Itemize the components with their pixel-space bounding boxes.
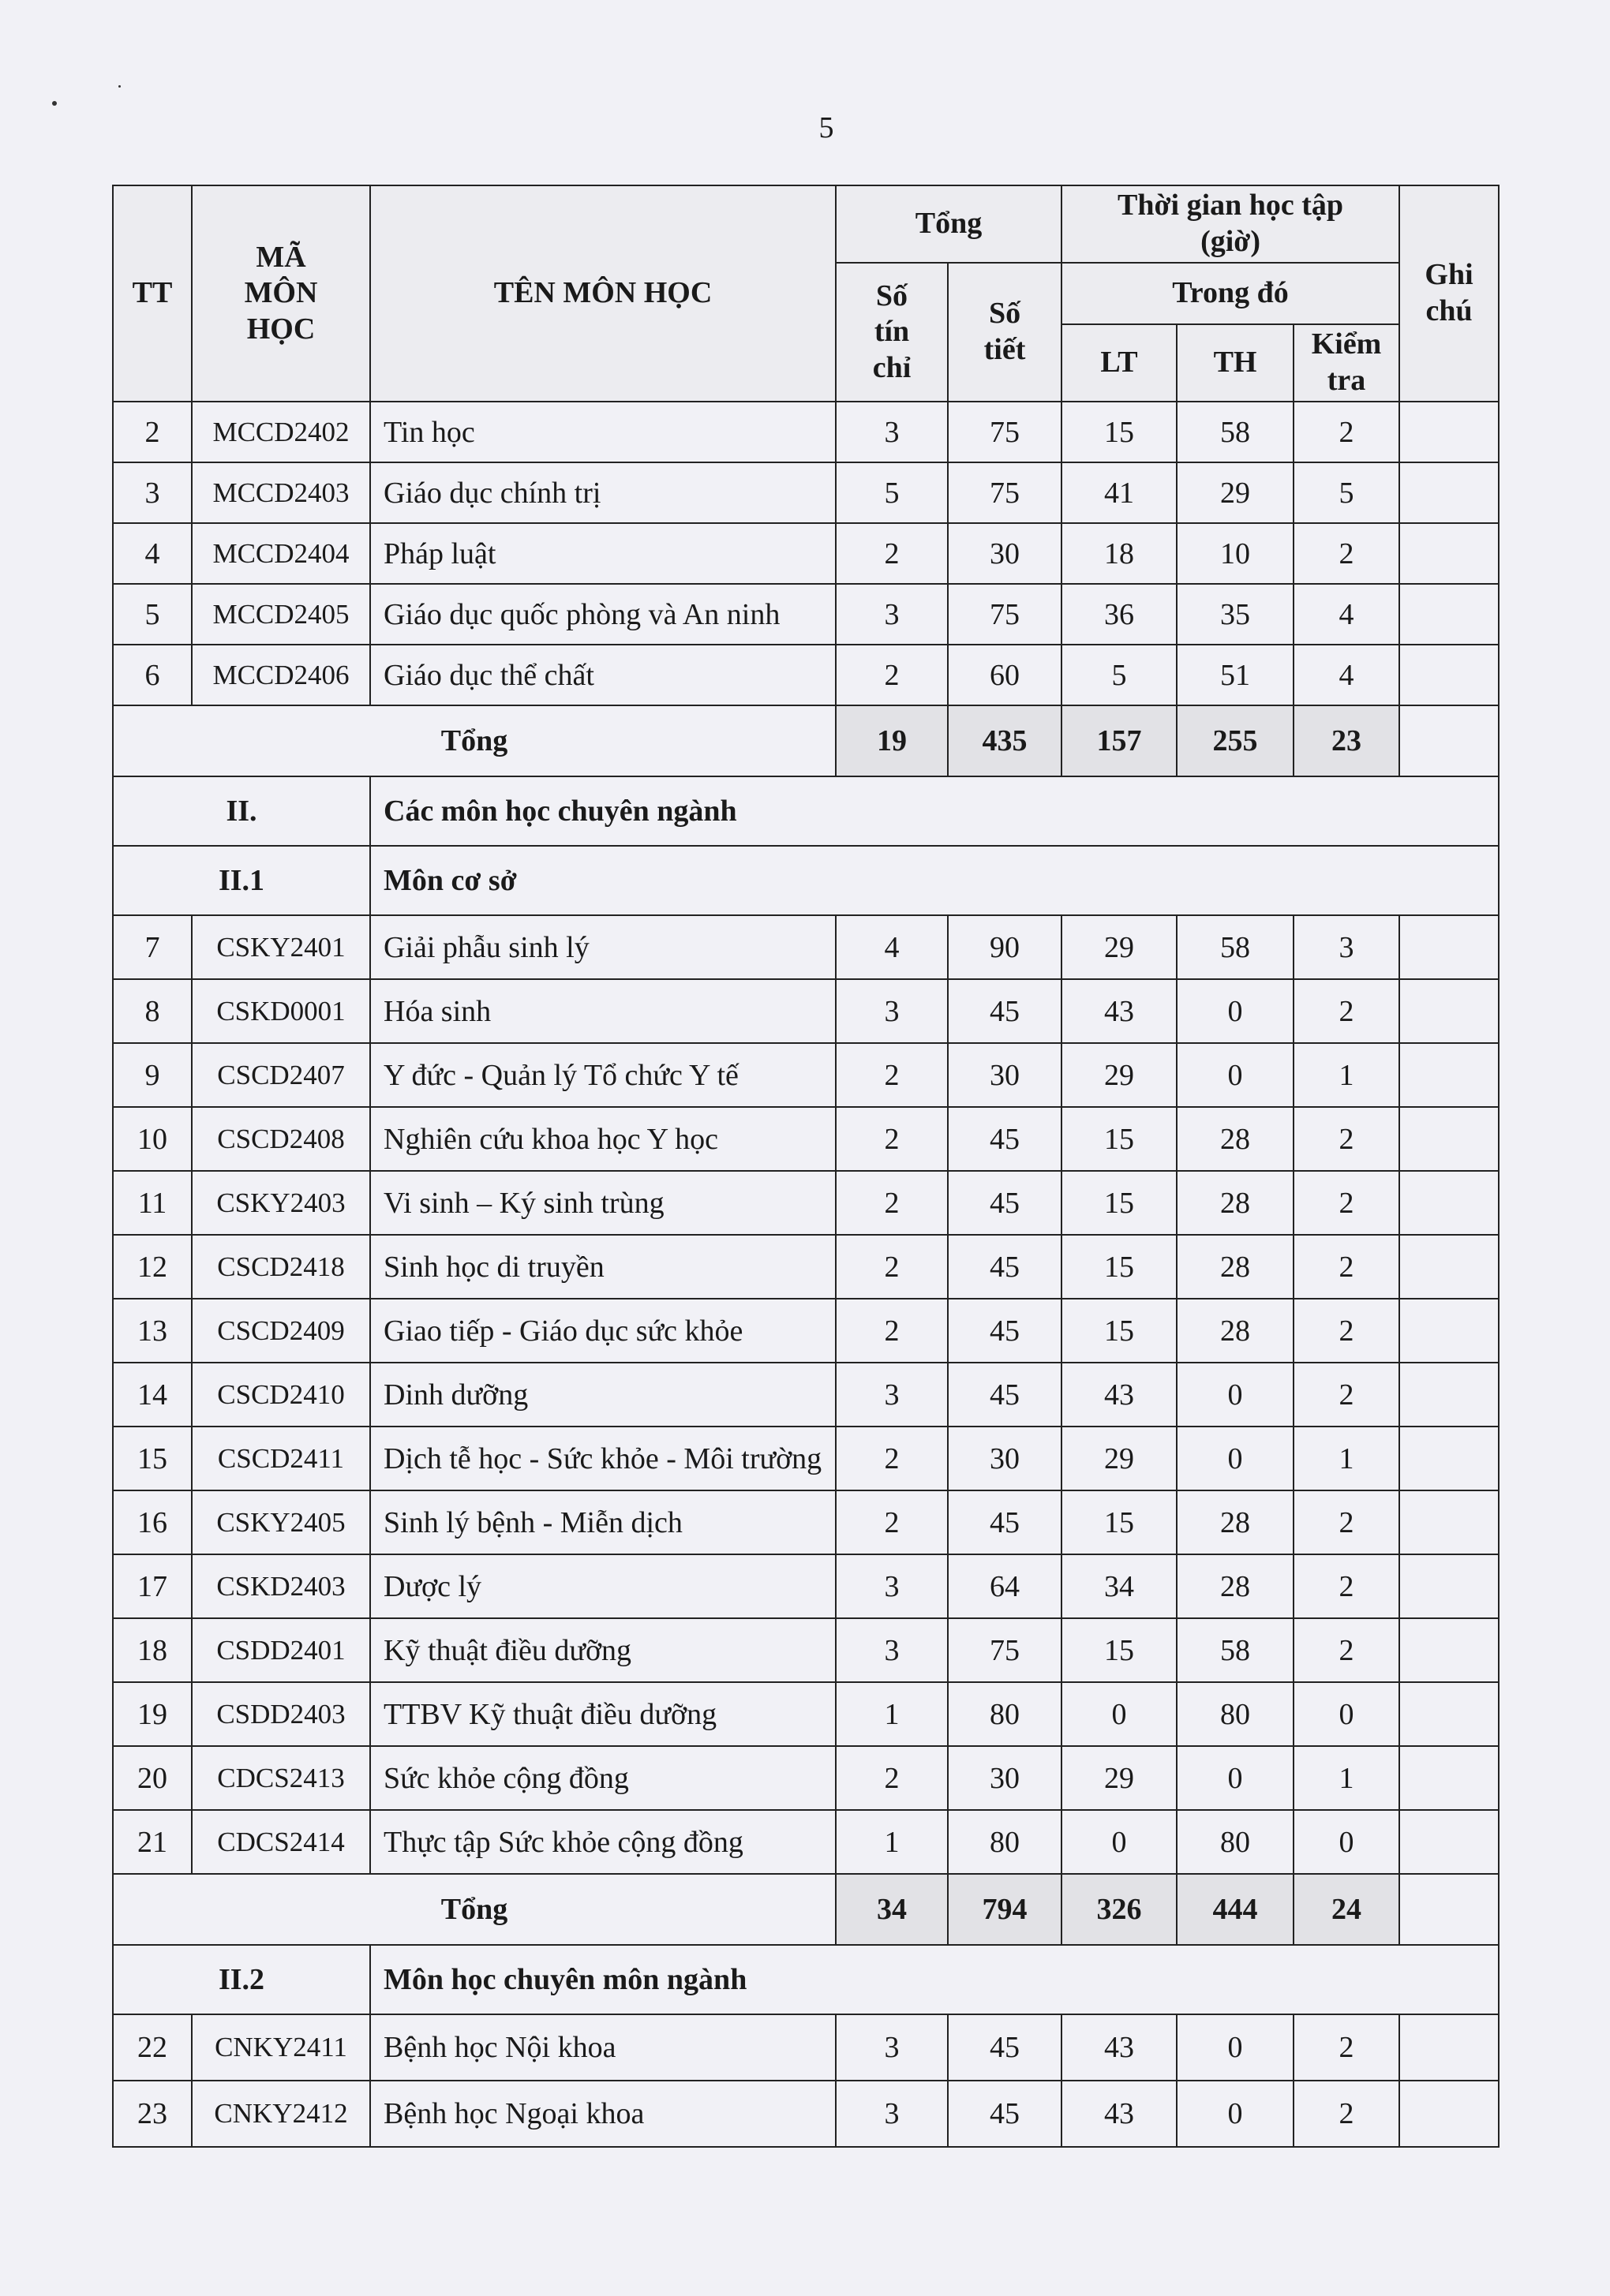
- subject-code: CSDD2403: [192, 1682, 370, 1746]
- subject-code: CSKD2403: [192, 1554, 370, 1618]
- curriculum-table: [112, 185, 1500, 2148]
- subject-th: 0: [1177, 2081, 1294, 2147]
- subject-code: CSCD2409: [192, 1299, 370, 1363]
- subject-hours: 45: [948, 1363, 1061, 1427]
- subject-hours: 45: [948, 1107, 1061, 1171]
- subject-note: [1399, 1554, 1499, 1618]
- subject-row: [113, 1810, 1499, 1874]
- subject-exam: 2: [1294, 1235, 1399, 1299]
- subject-credits: 2: [836, 645, 948, 705]
- subject-note: [1399, 1490, 1499, 1554]
- total-lt: 326: [1061, 1874, 1177, 1945]
- total-label: Tổng: [113, 1874, 836, 1945]
- subject-hours: 60: [948, 645, 1061, 705]
- subject-credits: 5: [836, 462, 948, 523]
- total-base-body: [113, 1874, 1499, 2014]
- header-time-line: (giờ): [1200, 225, 1260, 258]
- header-note: [1399, 185, 1499, 402]
- subject-hours: 45: [948, 1171, 1061, 1235]
- subject-th: 28: [1177, 1490, 1294, 1554]
- subject-th: 28: [1177, 1235, 1294, 1299]
- subject-note: [1399, 402, 1499, 462]
- subject-row: [113, 645, 1499, 705]
- subject-hours: 45: [948, 979, 1061, 1043]
- subject-hours: 45: [948, 2081, 1061, 2147]
- subject-code: CSKD0001: [192, 979, 370, 1043]
- subject-hours: 80: [948, 1810, 1061, 1874]
- subject-hours: 75: [948, 1618, 1061, 1682]
- subject-code: MCCD2402: [192, 402, 370, 462]
- header-credits-line: Số: [875, 279, 908, 312]
- subject-lt: 15: [1061, 1299, 1177, 1363]
- subject-name: Dược lý: [370, 1554, 836, 1618]
- subject-th: 28: [1177, 1299, 1294, 1363]
- subject-name: Nghiên cứu khoa học Y học: [370, 1107, 836, 1171]
- subject-exam: 0: [1294, 1682, 1399, 1746]
- subject-tt: 16: [113, 1490, 192, 1554]
- subject-hours: 45: [948, 1299, 1061, 1363]
- subject-tt: 21: [113, 1810, 192, 1874]
- subject-note: [1399, 2014, 1499, 2081]
- subject-lt: 15: [1061, 1618, 1177, 1682]
- subject-credits: 3: [836, 1618, 948, 1682]
- subject-name: Dịch tễ học - Sức khỏe - Môi trường: [370, 1427, 836, 1490]
- header-th: TH: [1177, 324, 1294, 402]
- subject-lt: 43: [1061, 2081, 1177, 2147]
- subject-exam: 2: [1294, 523, 1399, 584]
- subject-exam: 2: [1294, 1363, 1399, 1427]
- subject-hours: 80: [948, 1682, 1061, 1746]
- subject-credits: 2: [836, 1299, 948, 1363]
- subject-code: CSCD2410: [192, 1363, 370, 1427]
- subject-code: CNKY2411: [192, 2014, 370, 2081]
- subject-row: [113, 1554, 1499, 1618]
- subject-exam: 2: [1294, 1490, 1399, 1554]
- header-code: [192, 185, 370, 402]
- subject-code: CSKY2401: [192, 915, 370, 979]
- subject-note: [1399, 1363, 1499, 1427]
- subject-row: [113, 1043, 1499, 1107]
- major-subjects-body: [113, 2014, 1499, 2147]
- subject-code: CSKY2405: [192, 1490, 370, 1554]
- subject-note: [1399, 1235, 1499, 1299]
- subject-code: CSKY2403: [192, 1171, 370, 1235]
- subject-code: CSCD2418: [192, 1235, 370, 1299]
- subject-th: 0: [1177, 1043, 1294, 1107]
- subject-note: [1399, 1043, 1499, 1107]
- header-code-line: HỌC: [246, 312, 316, 346]
- subject-note: [1399, 1299, 1499, 1363]
- subsection-title: Môn cơ sở: [370, 846, 1499, 915]
- subject-name: Sinh học di truyền: [370, 1235, 836, 1299]
- subject-th: 10: [1177, 523, 1294, 584]
- subject-code: MCCD2403: [192, 462, 370, 523]
- total-row: [113, 705, 1499, 776]
- subject-name: Vi sinh – Ký sinh trùng: [370, 1171, 836, 1235]
- header-name: TÊN MÔN HỌC: [370, 185, 836, 402]
- subject-row: [113, 1618, 1499, 1682]
- total-credits: 34: [836, 1874, 948, 1945]
- subject-lt: 29: [1061, 1043, 1177, 1107]
- total-th: 255: [1177, 705, 1294, 776]
- subject-lt: 29: [1061, 1427, 1177, 1490]
- subject-exam: 2: [1294, 1107, 1399, 1171]
- subject-exam: 2: [1294, 2081, 1399, 2147]
- scan-speck: [118, 85, 121, 88]
- subject-lt: 15: [1061, 1107, 1177, 1171]
- total-exam: 24: [1294, 1874, 1399, 1945]
- subject-code: MCCD2404: [192, 523, 370, 584]
- subject-note: [1399, 1171, 1499, 1235]
- subject-th: 58: [1177, 1618, 1294, 1682]
- subject-row: [113, 1299, 1499, 1363]
- subject-exam: 5: [1294, 462, 1399, 523]
- subject-th: 0: [1177, 1363, 1294, 1427]
- subject-exam: 2: [1294, 1554, 1399, 1618]
- subject-code: CDCS2414: [192, 1810, 370, 1874]
- total-hours: 435: [948, 705, 1061, 776]
- subject-th: 58: [1177, 402, 1294, 462]
- subject-exam: 1: [1294, 1427, 1399, 1490]
- subsection-row: [113, 1945, 1499, 2014]
- subject-credits: 2: [836, 1427, 948, 1490]
- subject-exam: 2: [1294, 1171, 1399, 1235]
- subject-tt: 19: [113, 1682, 192, 1746]
- subject-tt: 3: [113, 462, 192, 523]
- page-number: 5: [818, 111, 834, 144]
- subject-name: TTBV Kỹ thuật điều dưỡng: [370, 1682, 836, 1746]
- subject-lt: 15: [1061, 1171, 1177, 1235]
- subject-row: [113, 1363, 1499, 1427]
- subsection-number: II.2: [113, 1945, 370, 2014]
- subject-code: CSCD2411: [192, 1427, 370, 1490]
- subject-lt: 0: [1061, 1682, 1177, 1746]
- subject-row: [113, 1107, 1499, 1171]
- subject-name: Sinh lý bệnh - Miễn dịch: [370, 1490, 836, 1554]
- subject-exam: 2: [1294, 2014, 1399, 2081]
- subject-hours: 30: [948, 1427, 1061, 1490]
- subject-th: 29: [1177, 462, 1294, 523]
- subject-th: 80: [1177, 1682, 1294, 1746]
- subject-lt: 15: [1061, 1235, 1177, 1299]
- subject-code: MCCD2405: [192, 584, 370, 645]
- total-label: Tổng: [113, 705, 836, 776]
- subject-tt: 20: [113, 1746, 192, 1810]
- subject-note: [1399, 523, 1499, 584]
- subject-hours: 75: [948, 462, 1061, 523]
- subject-credits: 2: [836, 1746, 948, 1810]
- subject-lt: 36: [1061, 584, 1177, 645]
- subject-tt: 5: [113, 584, 192, 645]
- subject-name: Y đức - Quản lý Tổ chức Y tế: [370, 1043, 836, 1107]
- subject-exam: 2: [1294, 979, 1399, 1043]
- subject-name: Pháp luật: [370, 523, 836, 584]
- subject-row: [113, 1235, 1499, 1299]
- subject-tt: 18: [113, 1618, 192, 1682]
- subject-row: [113, 462, 1499, 523]
- total-exam: 23: [1294, 705, 1399, 776]
- subject-lt: 43: [1061, 979, 1177, 1043]
- subject-tt: 14: [113, 1363, 192, 1427]
- subject-lt: 43: [1061, 2014, 1177, 2081]
- header-credits-line: chỉ: [872, 350, 912, 384]
- subject-note: [1399, 462, 1499, 523]
- subject-exam: 3: [1294, 915, 1399, 979]
- total-note: [1399, 705, 1499, 776]
- header-hours-line: Số: [988, 297, 1021, 331]
- header-time-group: [1061, 185, 1399, 263]
- subject-credits: 2: [836, 1235, 948, 1299]
- subject-hours: 45: [948, 1235, 1061, 1299]
- subject-name: Bệnh học Ngoại khoa: [370, 2081, 836, 2147]
- subject-hours: 75: [948, 402, 1061, 462]
- subject-hours: 30: [948, 1746, 1061, 1810]
- subject-lt: 34: [1061, 1554, 1177, 1618]
- subject-row: [113, 1682, 1499, 1746]
- subject-exam: 2: [1294, 1618, 1399, 1682]
- subject-lt: 0: [1061, 1810, 1177, 1874]
- subject-th: 58: [1177, 915, 1294, 979]
- subject-code: CSCD2407: [192, 1043, 370, 1107]
- subject-hours: 64: [948, 1554, 1061, 1618]
- total-th: 444: [1177, 1874, 1294, 1945]
- subject-exam: 4: [1294, 645, 1399, 705]
- subject-credits: 3: [836, 584, 948, 645]
- subject-lt: 43: [1061, 1363, 1177, 1427]
- subject-th: 28: [1177, 1107, 1294, 1171]
- scan-speck: [52, 101, 57, 106]
- subject-row: [113, 2081, 1499, 2147]
- subject-name: Kỹ thuật điều dưỡng: [370, 1618, 836, 1682]
- section-number: II.: [113, 776, 370, 846]
- header-exam-line: Kiểm: [1311, 327, 1382, 361]
- subject-credits: 3: [836, 1363, 948, 1427]
- subject-th: 28: [1177, 1171, 1294, 1235]
- subject-tt: 23: [113, 2081, 192, 2147]
- subject-lt: 41: [1061, 462, 1177, 523]
- subject-credits: 2: [836, 1171, 948, 1235]
- subject-name: Bệnh học Nội khoa: [370, 2014, 836, 2081]
- subject-tt: 8: [113, 979, 192, 1043]
- header-exam: [1294, 324, 1399, 402]
- header-code-line: MÔN: [244, 276, 318, 310]
- header-note-line: Ghi: [1425, 258, 1473, 292]
- subject-tt: 15: [113, 1427, 192, 1490]
- subject-lt: 5: [1061, 645, 1177, 705]
- subject-hours: 90: [948, 915, 1061, 979]
- subject-exam: 2: [1294, 402, 1399, 462]
- section-title: Các môn học chuyên ngành: [370, 776, 1499, 846]
- subject-tt: 10: [113, 1107, 192, 1171]
- subject-tt: 12: [113, 1235, 192, 1299]
- subject-name: Hóa sinh: [370, 979, 836, 1043]
- subject-th: 35: [1177, 584, 1294, 645]
- subject-name: Thực tập Sức khỏe cộng đồng: [370, 1810, 836, 1874]
- subject-credits: 3: [836, 2014, 948, 2081]
- subsection-number: II.1: [113, 846, 370, 915]
- subject-name: Giao tiếp - Giáo dục sức khỏe: [370, 1299, 836, 1363]
- subject-credits: 3: [836, 1554, 948, 1618]
- subject-tt: 13: [113, 1299, 192, 1363]
- header-credits-line: tín: [874, 315, 910, 349]
- subject-hours: 45: [948, 2014, 1061, 2081]
- subject-hours: 30: [948, 523, 1061, 584]
- subject-th: 51: [1177, 645, 1294, 705]
- total-general-body: [113, 705, 1499, 915]
- subject-note: [1399, 915, 1499, 979]
- subject-tt: 11: [113, 1171, 192, 1235]
- header-hours-line: tiết: [983, 333, 1026, 366]
- subject-name: Dinh dưỡng: [370, 1363, 836, 1427]
- base-subjects-body: [113, 915, 1499, 1874]
- subject-note: [1399, 1107, 1499, 1171]
- subsection-title: Môn học chuyên môn ngành: [370, 1945, 1499, 2014]
- subject-code: CDCS2413: [192, 1746, 370, 1810]
- header-lt: LT: [1061, 324, 1177, 402]
- subject-code: MCCD2406: [192, 645, 370, 705]
- header-hours: [948, 263, 1061, 402]
- total-row: [113, 1874, 1499, 1945]
- total-credits: 19: [836, 705, 948, 776]
- section-row: [113, 776, 1499, 846]
- subject-th: 0: [1177, 2014, 1294, 2081]
- subject-tt: 17: [113, 1554, 192, 1618]
- subject-th: 0: [1177, 979, 1294, 1043]
- total-hours: 794: [948, 1874, 1061, 1945]
- subject-credits: 2: [836, 1107, 948, 1171]
- subject-tt: 6: [113, 645, 192, 705]
- subject-tt: 4: [113, 523, 192, 584]
- subject-exam: 4: [1294, 584, 1399, 645]
- header-of-which: Trong đó: [1061, 263, 1399, 324]
- subject-credits: 2: [836, 1490, 948, 1554]
- header-exam-line: tra: [1327, 364, 1366, 397]
- subject-note: [1399, 645, 1499, 705]
- header-time-line: Thời gian học tập: [1117, 189, 1344, 222]
- subject-tt: 2: [113, 402, 192, 462]
- header-note-line: chú: [1425, 294, 1473, 327]
- subject-code: CSCD2408: [192, 1107, 370, 1171]
- subject-credits: 2: [836, 1043, 948, 1107]
- subject-name: Giải phẫu sinh lý: [370, 915, 836, 979]
- subject-tt: 7: [113, 915, 192, 979]
- subject-tt: 22: [113, 2014, 192, 2081]
- subject-lt: 29: [1061, 1746, 1177, 1810]
- subject-credits: 2: [836, 523, 948, 584]
- subject-note: [1399, 2081, 1499, 2147]
- subsection-row: [113, 846, 1499, 915]
- total-note: [1399, 1874, 1499, 1945]
- subject-row: [113, 979, 1499, 1043]
- subject-hours: 75: [948, 584, 1061, 645]
- subject-name: Giáo dục thể chất: [370, 645, 836, 705]
- header-code-line: MÃ: [256, 240, 306, 274]
- header-credits: [836, 263, 948, 402]
- subject-th: 0: [1177, 1746, 1294, 1810]
- subject-row: [113, 402, 1499, 462]
- subject-row: [113, 1427, 1499, 1490]
- subject-exam: 0: [1294, 1810, 1399, 1874]
- subject-lt: 15: [1061, 402, 1177, 462]
- subject-credits: 4: [836, 915, 948, 979]
- subject-row: [113, 1171, 1499, 1235]
- subject-name: Sức khỏe cộng đồng: [370, 1746, 836, 1810]
- subject-th: 0: [1177, 1427, 1294, 1490]
- subject-hours: 30: [948, 1043, 1061, 1107]
- subject-credits: 3: [836, 979, 948, 1043]
- subject-name: Giáo dục chính trị: [370, 462, 836, 523]
- subject-note: [1399, 1427, 1499, 1490]
- subject-note: [1399, 979, 1499, 1043]
- subject-name: Giáo dục quốc phòng và An ninh: [370, 584, 836, 645]
- total-lt: 157: [1061, 705, 1177, 776]
- subject-note: [1399, 1746, 1499, 1810]
- subject-row: [113, 1746, 1499, 1810]
- subject-credits: 1: [836, 1682, 948, 1746]
- subject-code: CNKY2412: [192, 2081, 370, 2147]
- subject-code: CSDD2401: [192, 1618, 370, 1682]
- subject-note: [1399, 1618, 1499, 1682]
- subject-exam: 1: [1294, 1746, 1399, 1810]
- subject-lt: 15: [1061, 1490, 1177, 1554]
- subject-note: [1399, 584, 1499, 645]
- subject-tt: 9: [113, 1043, 192, 1107]
- subject-exam: 1: [1294, 1043, 1399, 1107]
- subject-credits: 1: [836, 1810, 948, 1874]
- subject-credits: 3: [836, 2081, 948, 2147]
- subject-th: 80: [1177, 1810, 1294, 1874]
- subject-exam: 2: [1294, 1299, 1399, 1363]
- header-total-group: Tổng: [836, 185, 1061, 263]
- subject-name: Tin học: [370, 402, 836, 462]
- general-subjects-body: [113, 402, 1499, 705]
- header-tt: TT: [113, 185, 192, 402]
- subject-lt: 29: [1061, 915, 1177, 979]
- subject-row: [113, 1490, 1499, 1554]
- subject-th: 28: [1177, 1554, 1294, 1618]
- subject-hours: 45: [948, 1490, 1061, 1554]
- subject-lt: 18: [1061, 523, 1177, 584]
- subject-row: [113, 584, 1499, 645]
- subject-row: [113, 915, 1499, 979]
- subject-note: [1399, 1810, 1499, 1874]
- subject-credits: 3: [836, 402, 948, 462]
- subject-row: [113, 523, 1499, 584]
- subject-row: [113, 2014, 1499, 2081]
- subject-note: [1399, 1682, 1499, 1746]
